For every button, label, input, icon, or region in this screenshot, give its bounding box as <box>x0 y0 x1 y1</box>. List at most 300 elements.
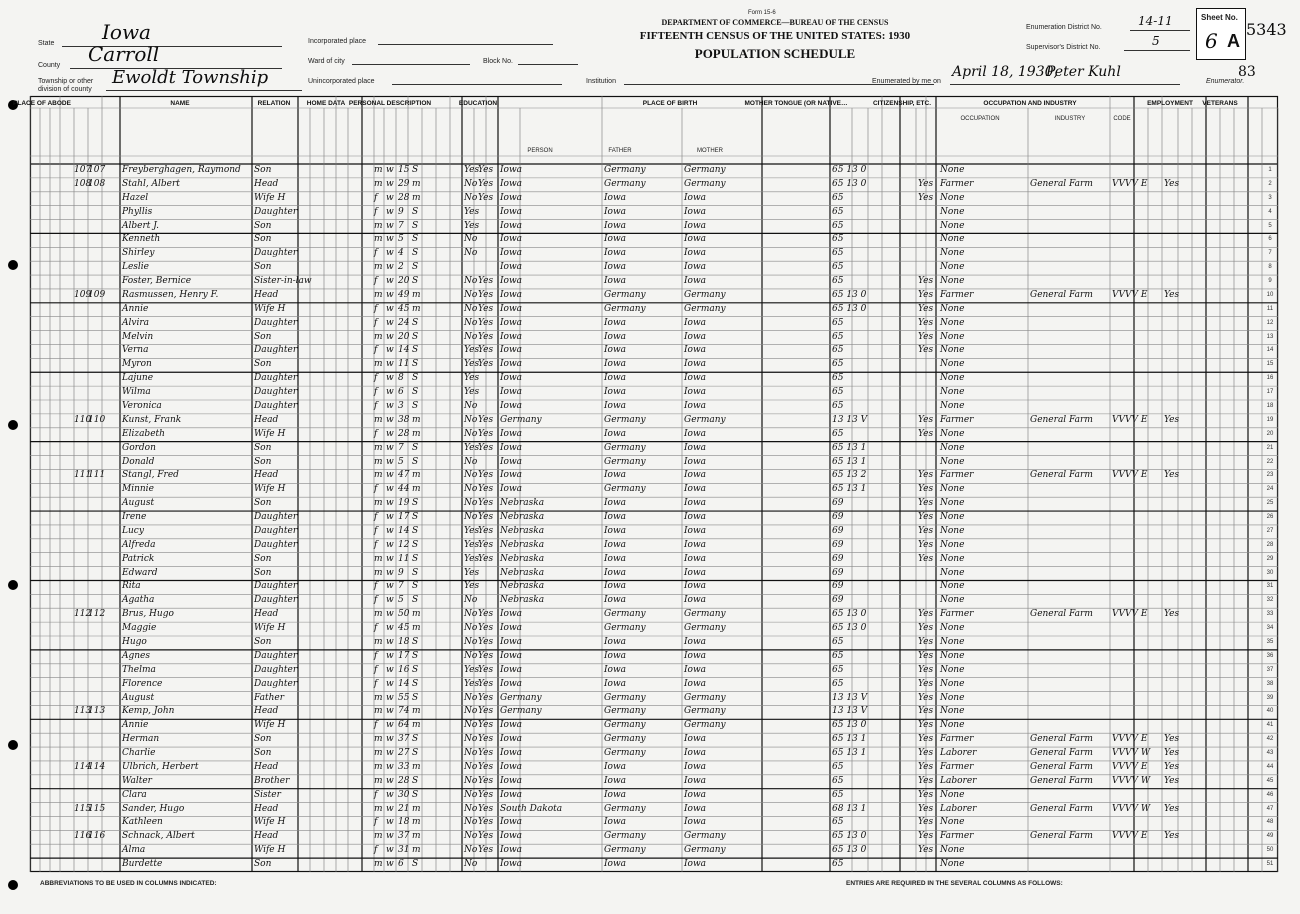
age: 31 <box>398 845 410 856</box>
department-title: DEPARTMENT OF COMMERCE—BUREAU OF THE CENSUS <box>661 18 889 27</box>
occupation: None <box>940 706 965 717</box>
industry: General Farm <box>1030 761 1093 772</box>
dwelling-number <box>74 511 88 525</box>
father-birthplace: Germany <box>604 748 646 759</box>
age: 45 <box>398 623 410 634</box>
column-group-heading: OCCUPATION AND INDUSTRY <box>983 100 1077 107</box>
sex: m <box>374 831 383 842</box>
age: 47 <box>398 470 410 481</box>
birth-column-heading: MOTHER <box>697 148 723 154</box>
occupation: None <box>940 192 965 203</box>
line-number: 43 <box>1266 750 1274 757</box>
birthplace: Iowa <box>500 192 523 203</box>
occupation-code: VVVV E <box>1112 414 1148 425</box>
sex: m <box>374 803 383 814</box>
column-group-heading: NAME <box>170 100 190 107</box>
line-number: 46 <box>1266 791 1274 798</box>
relation: Daughter <box>254 539 298 550</box>
age: 15 <box>398 165 410 175</box>
speaks-english: Yes <box>918 192 934 203</box>
speaks-english: Yes <box>918 831 934 842</box>
speaks-english <box>918 358 936 372</box>
occupation: None <box>940 165 965 175</box>
occupation-code <box>1112 331 1160 345</box>
family-number <box>88 775 102 789</box>
line-number: 50 <box>1266 847 1274 854</box>
can-read: Yes <box>478 512 494 523</box>
worked-yesterday <box>1164 192 1204 206</box>
birthplace-code: 65 13 1 <box>832 442 867 453</box>
line-number: 13 <box>1266 333 1274 340</box>
industry <box>1030 816 1110 830</box>
relation: Head <box>254 470 279 481</box>
mother-birthplace: Germany <box>684 692 726 703</box>
age: 7 <box>398 581 404 592</box>
ward-line <box>352 54 470 65</box>
occupation-code <box>1112 400 1160 414</box>
occupation: None <box>940 678 965 689</box>
attended-school: Yes <box>464 359 480 370</box>
worked-yesterday: Yes <box>1164 775 1180 786</box>
attended-school: No <box>464 303 478 314</box>
can-read: Yes <box>478 165 494 175</box>
dwelling-number <box>74 497 88 511</box>
race: w <box>386 498 394 509</box>
birthplace-code: 65 <box>832 317 844 328</box>
column-group-heading: MOTHER TONGUE (OR NATIVE… <box>744 100 848 107</box>
attended-school: No <box>464 623 478 634</box>
age: 7 <box>398 220 404 231</box>
marital-status: S <box>412 206 419 217</box>
sex: f <box>374 276 378 287</box>
birthplace: Iowa <box>500 650 523 661</box>
sex: m <box>374 567 383 578</box>
marital-status: S <box>412 637 419 647</box>
line-number: 26 <box>1266 514 1274 521</box>
race: w <box>386 220 394 231</box>
worked-yesterday <box>1164 719 1204 733</box>
institution-label: Institution <box>586 78 616 85</box>
line-number: 27 <box>1266 527 1274 534</box>
marital-status: S <box>412 317 419 328</box>
father-birthplace: Germany <box>604 734 646 745</box>
family-number <box>88 344 102 358</box>
occupation-code <box>1112 539 1160 553</box>
occupation-code <box>1112 622 1160 636</box>
mother-birthplace: Germany <box>684 289 726 300</box>
speaks-english <box>918 456 936 470</box>
relation: Son <box>254 456 272 467</box>
worked-yesterday: Yes <box>1164 734 1180 745</box>
line-number: 39 <box>1266 694 1274 701</box>
sex: f <box>374 303 378 314</box>
worked-yesterday <box>1164 220 1204 234</box>
sex: f <box>374 248 378 259</box>
occupation-code <box>1112 692 1160 706</box>
race: w <box>386 748 394 759</box>
dwelling-number <box>74 206 88 220</box>
father-birthplace: Iowa <box>604 539 627 550</box>
dwelling-number <box>74 372 88 386</box>
worked-yesterday <box>1164 594 1204 608</box>
industry: General Farm <box>1030 289 1093 300</box>
line-number: 34 <box>1266 625 1274 632</box>
industry <box>1030 553 1110 567</box>
attended-school: No <box>464 484 478 495</box>
family-number: 114 <box>88 761 106 772</box>
birthplace-code: 65 <box>832 859 844 870</box>
relation: Head <box>254 803 279 814</box>
mother-birthplace: Iowa <box>684 206 707 217</box>
dwelling-number <box>74 747 88 761</box>
can-read <box>478 372 498 386</box>
dwelling-number <box>74 553 88 567</box>
worked-yesterday <box>1164 442 1204 456</box>
dwelling-number <box>74 275 88 289</box>
race: w <box>386 303 394 314</box>
family-number <box>88 456 102 470</box>
sex: m <box>374 442 383 453</box>
can-read: Yes <box>478 720 494 731</box>
mother-birthplace: Iowa <box>684 664 707 675</box>
marital-status: S <box>412 775 419 786</box>
marital-status: m <box>412 831 421 842</box>
birthplace-code: 65 13 0 <box>832 303 867 314</box>
family-number <box>88 719 102 733</box>
occupation-code <box>1112 247 1160 261</box>
can-read: Yes <box>478 775 494 786</box>
family-number: 116 <box>88 831 106 842</box>
attended-school: Yes <box>464 345 480 356</box>
age: 9 <box>398 206 404 217</box>
race: w <box>386 859 394 870</box>
industry <box>1030 511 1110 525</box>
attended-school: No <box>464 859 478 870</box>
father-birthplace: Germany <box>604 414 646 425</box>
person-name: Melvin <box>122 331 154 342</box>
occupation: None <box>940 387 965 398</box>
line-number: 16 <box>1266 375 1274 382</box>
sex: m <box>374 637 383 647</box>
sex: m <box>374 456 383 467</box>
race: w <box>386 289 394 300</box>
father-birthplace: Germany <box>604 303 646 314</box>
attended-school: Yes <box>464 567 480 578</box>
mother-birthplace: Germany <box>684 845 726 856</box>
speaks-english <box>918 400 936 414</box>
occupation: None <box>940 637 965 647</box>
mother-birthplace: Iowa <box>684 748 707 759</box>
occupation-code: VVVV E <box>1112 289 1148 300</box>
line-number: 6 <box>1268 236 1272 243</box>
marital-status: m <box>412 803 421 814</box>
age: 11 <box>398 359 410 370</box>
occupation-code <box>1112 192 1160 206</box>
family-number <box>88 553 102 567</box>
age: 7 <box>398 442 404 453</box>
race: w <box>386 775 394 786</box>
attended-school: No <box>464 803 478 814</box>
race: w <box>386 192 394 203</box>
occupation: None <box>940 359 965 370</box>
race: w <box>386 623 394 634</box>
age: 5 <box>398 595 404 606</box>
occupation: Laborer <box>940 775 977 786</box>
speaks-english: Yes <box>918 845 934 856</box>
relation: Daughter <box>254 401 298 411</box>
sex: f <box>374 345 378 356</box>
sheet-number: 6 <box>1205 29 1218 53</box>
line-number: 12 <box>1266 319 1274 326</box>
relation: Head <box>254 831 279 842</box>
occupation-code <box>1112 164 1160 178</box>
attended-school: No <box>464 178 478 189</box>
race: w <box>386 248 394 259</box>
age: 55 <box>398 692 410 703</box>
age: 44 <box>398 484 410 495</box>
dwelling-number: 107 <box>74 165 92 175</box>
birthplace-code: 69 <box>832 512 844 523</box>
birthplace-code: 69 <box>832 595 844 606</box>
dwelling-number <box>74 261 88 275</box>
dwelling-number <box>74 456 88 470</box>
can-read: Yes <box>478 289 494 300</box>
mother-birthplace: Iowa <box>684 345 707 356</box>
block-label: Block No. <box>483 58 513 65</box>
industry <box>1030 372 1110 386</box>
family-number <box>88 789 102 803</box>
occupation-code <box>1112 456 1160 470</box>
family-number <box>88 275 102 289</box>
father-birthplace: Germany <box>604 803 646 814</box>
birthplace: Iowa <box>500 331 523 342</box>
birthplace: Iowa <box>500 761 523 772</box>
worked-yesterday <box>1164 233 1204 247</box>
age: 17 <box>398 512 410 523</box>
relation: Son <box>254 498 272 509</box>
dwelling-number <box>74 317 88 331</box>
worked-yesterday <box>1164 386 1204 400</box>
person-name: Brus, Hugo <box>122 609 174 620</box>
can-read: Yes <box>478 539 494 550</box>
industry <box>1030 344 1110 358</box>
age: 18 <box>398 817 410 828</box>
attended-school: Yes <box>464 220 480 231</box>
line-number: 47 <box>1266 805 1274 812</box>
birthplace-code: 65 <box>832 206 844 217</box>
mother-birthplace: Iowa <box>684 789 707 800</box>
worked-yesterday <box>1164 331 1204 345</box>
family-number <box>88 622 102 636</box>
age: 6 <box>398 859 404 870</box>
race: w <box>386 428 394 439</box>
family-number <box>88 844 102 858</box>
column-group-heading: PERSONAL DESCRIPTION <box>348 100 432 107</box>
industry <box>1030 164 1110 178</box>
occupation: None <box>940 650 965 661</box>
person-name: Minnie <box>122 484 154 495</box>
speaks-english: Yes <box>918 498 934 509</box>
attended-school: Yes <box>464 581 480 592</box>
occupation-code <box>1112 358 1160 372</box>
worked-yesterday: Yes <box>1164 414 1180 425</box>
dwelling-number: 111 <box>74 470 92 481</box>
person-name: Leslie <box>122 262 150 273</box>
dwelling-number <box>74 428 88 442</box>
father-birthplace: Iowa <box>604 498 627 509</box>
father-birthplace: Germany <box>604 692 646 703</box>
sex: f <box>374 512 378 523</box>
father-birthplace: Iowa <box>604 206 627 217</box>
occupation-code <box>1112 789 1160 803</box>
speaks-english: Yes <box>918 512 934 523</box>
dwelling-number <box>74 303 88 317</box>
speaks-english <box>918 220 936 234</box>
family-number <box>88 747 102 761</box>
father-birthplace: Iowa <box>604 761 627 772</box>
occupation: None <box>940 331 965 342</box>
person-name: Agatha <box>122 595 155 606</box>
speaks-english <box>918 858 936 872</box>
marital-status: S <box>412 220 419 231</box>
block-line <box>518 54 578 65</box>
occupation: None <box>940 692 965 703</box>
worked-yesterday <box>1164 816 1204 830</box>
worked-yesterday <box>1164 636 1204 650</box>
age: 11 <box>398 553 410 564</box>
birthplace: Iowa <box>500 289 523 300</box>
unincorporated-line <box>392 74 562 85</box>
can-read: Yes <box>478 650 494 661</box>
enumerator-signature: Peter Kuhl <box>1046 64 1121 80</box>
worked-yesterday: Yes <box>1164 761 1180 772</box>
speaks-english: Yes <box>918 276 934 287</box>
family-number <box>88 220 102 234</box>
can-read: Yes <box>478 803 494 814</box>
worked-yesterday: Yes <box>1164 289 1180 300</box>
worked-yesterday <box>1164 497 1204 511</box>
sex: f <box>374 401 378 411</box>
family-number <box>88 511 102 525</box>
age: 18 <box>398 637 410 647</box>
birthplace: Iowa <box>500 178 523 189</box>
birthplace-code: 65 13 1 <box>832 734 867 745</box>
can-read <box>478 386 498 400</box>
can-read: Yes <box>478 609 494 620</box>
person-name: Myron <box>122 359 152 370</box>
birthplace: Nebraska <box>500 567 545 578</box>
can-read: Yes <box>478 317 494 328</box>
attended-school: No <box>464 595 478 606</box>
person-name: Thelma <box>122 664 156 675</box>
worked-yesterday <box>1164 400 1204 414</box>
attended-school: No <box>464 456 478 467</box>
county-line <box>70 42 282 69</box>
mother-birthplace: Iowa <box>684 248 707 259</box>
birthplace-code: 65 <box>832 331 844 342</box>
birthplace-code: 65 13 0 <box>832 609 867 620</box>
marital-status: S <box>412 595 419 606</box>
family-number <box>88 386 102 400</box>
birthplace: Iowa <box>500 623 523 634</box>
line-number: 14 <box>1266 347 1274 354</box>
birthplace: Iowa <box>500 276 523 287</box>
worked-yesterday <box>1164 858 1204 872</box>
person-name: Freyberghagen, Raymond <box>122 165 241 175</box>
marital-status: S <box>412 442 419 453</box>
relation: Son <box>254 442 272 453</box>
occupation-code <box>1112 567 1160 581</box>
race: w <box>386 706 394 717</box>
occupation: Farmer <box>940 609 974 620</box>
dwelling-number: 112 <box>74 609 92 620</box>
relation: Son <box>254 165 272 175</box>
industry <box>1030 483 1110 497</box>
race: w <box>386 178 394 189</box>
mother-birthplace: Iowa <box>684 401 707 411</box>
father-birthplace: Iowa <box>604 859 627 870</box>
occupation: None <box>940 456 965 467</box>
occupation: None <box>940 581 965 592</box>
mother-birthplace: Iowa <box>684 595 707 606</box>
family-number <box>88 206 102 220</box>
birthplace-code: 69 <box>832 567 844 578</box>
occupation-code <box>1112 553 1160 567</box>
worked-yesterday <box>1164 456 1204 470</box>
marital-status: m <box>412 761 421 772</box>
attended-school: No <box>464 692 478 703</box>
mother-birthplace: Iowa <box>684 359 707 370</box>
person-name: Kathleen <box>122 817 163 828</box>
relation: Wife H <box>254 817 286 828</box>
birthplace: Germany <box>500 706 542 717</box>
birthplace: Iowa <box>500 317 523 328</box>
age: 29 <box>398 178 410 189</box>
birthplace: Iowa <box>500 373 523 384</box>
person-name: August <box>122 498 155 509</box>
speaks-english: Yes <box>918 553 934 564</box>
attended-school: No <box>464 609 478 620</box>
township-line <box>106 67 302 91</box>
occupation: Farmer <box>940 831 974 842</box>
line-number: 9 <box>1268 278 1272 285</box>
marital-status: S <box>412 553 419 564</box>
industry: General Farm <box>1030 748 1093 759</box>
relation: Son <box>254 262 272 273</box>
occupation-code <box>1112 497 1160 511</box>
industry <box>1030 220 1110 234</box>
marital-status: m <box>412 623 421 634</box>
occupation-code <box>1112 678 1160 692</box>
birthplace: Iowa <box>500 456 523 467</box>
sex: m <box>374 234 383 245</box>
occupation: None <box>940 345 965 356</box>
occupation-code: VVVV E <box>1112 178 1148 189</box>
worked-yesterday <box>1164 261 1204 275</box>
relation: Son <box>254 220 272 231</box>
industry <box>1030 622 1110 636</box>
worked-yesterday <box>1164 525 1204 539</box>
father-birthplace: Iowa <box>604 553 627 564</box>
sex: f <box>374 678 378 689</box>
speaks-english <box>918 386 936 400</box>
marital-status: S <box>412 664 419 675</box>
relation: Daughter <box>254 317 298 328</box>
sex: f <box>374 373 378 384</box>
race: w <box>386 276 394 287</box>
person-name: Agnes <box>122 650 151 661</box>
family-number: 113 <box>88 706 106 717</box>
